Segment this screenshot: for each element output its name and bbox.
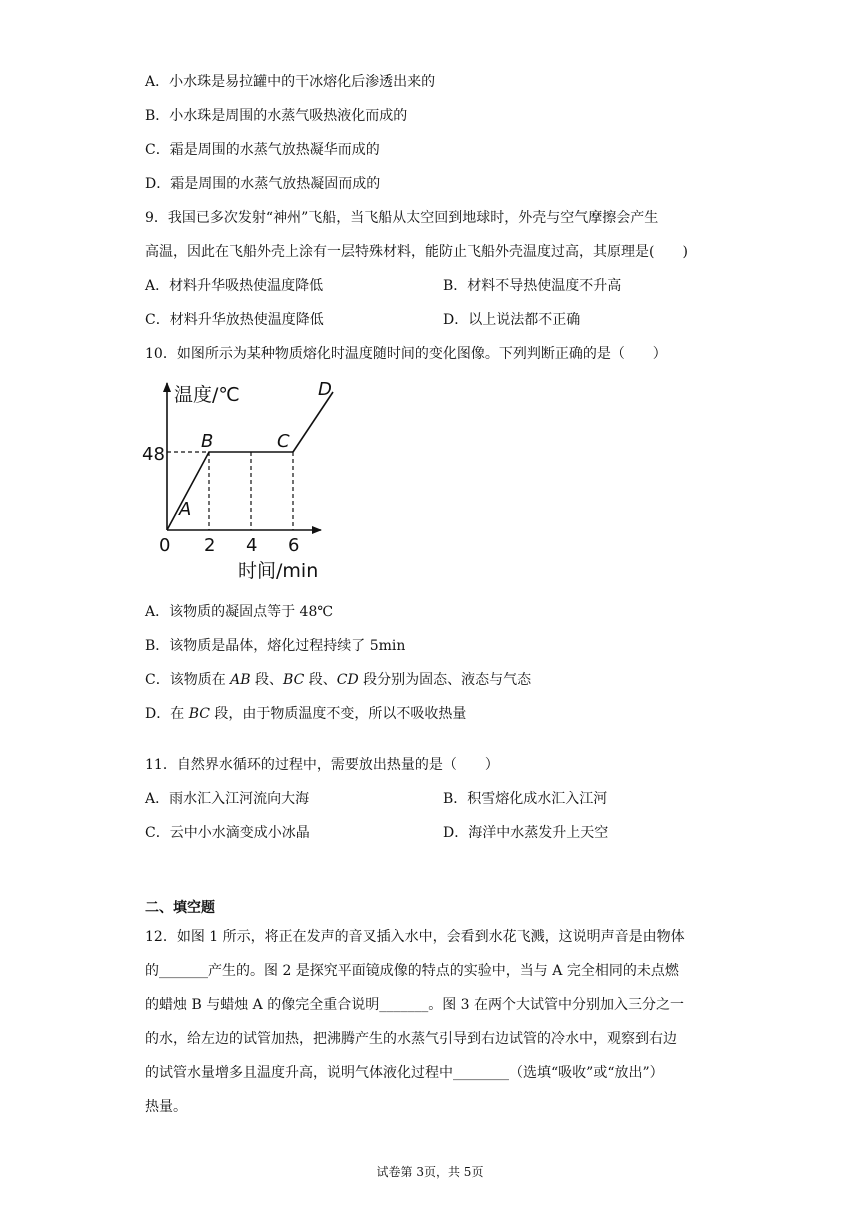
q9-option-d: D．以上说法都不正确 [443,312,581,328]
q12-line3: 的蜡烛 B 与蜡烛 A 的像完全重合说明_______。图 3 在两个大试管中分别加入三分之一 [145,997,685,1013]
x-tick-6: 6 [288,535,300,556]
q10-option-d-prefix: D．在 [145,706,189,722]
q10-option-d-suffix: 段，由于物质温度不变，所以不吸收热量 [209,706,467,722]
q12-line6: 热量。 [145,1099,187,1115]
q8-option-a: A．小水珠是易拉罐中的干冰熔化后渗透出来的 [145,74,436,90]
q11-option-c: C．云中小水滴变成小冰晶 [145,825,310,841]
q10-option-c-suffix: 段分别为固态、液态与气态 [358,672,532,688]
segment-cd-line [293,392,333,452]
melting-graph [135,375,335,585]
q9-stem-line2: 高温，因此在飞船外壳上涂有一层特殊材料，能防止飞船外壳温度过高，其原理是( ) [145,244,688,260]
segment-bc: BC [283,672,305,688]
q12-line5: 的试管水量增多且温度升高，说明气体液化过程中________（选填“吸收”或“放出”） [145,1065,664,1081]
point-label-d: D [318,379,332,400]
q10-option-d [145,704,466,724]
point-label-c: C [277,431,290,452]
q11-option-d: D．海洋中水蒸发升上天空 [443,825,609,841]
q9-option-a: A．材料升华吸热使温度降低 [145,278,324,294]
point-label-b: B [201,431,214,452]
q11-option-b: B．积雪熔化成水汇入江河 [443,791,608,807]
q10-option-c [145,670,531,690]
x-axis-label: 时间/min [238,560,319,582]
x-tick-4: 4 [246,535,258,556]
q11-stem: 11．自然界水循环的过程中，需要放出热量的是（ ） [145,757,499,773]
segment-bc-d: BC [188,706,210,722]
page-footer: 试卷第 3页，共 5页 [376,1165,484,1179]
q12-line1: 12．如图 1 所示，将正在发声的音叉插入水中，会看到水花飞溅，这说明声音是由物体 [145,929,685,945]
q12-line2: 的_______产生的。图 2 是探究平面镜成像的特点的实验中，当与 A 完全相同的未点燃 [145,963,679,979]
point-label-a: A [179,499,192,520]
q9-option-b: B．材料不导热使温度不升高 [443,278,622,294]
segment-ab: AB [230,672,251,688]
q10-option-b: B．该物质是晶体，熔化过程持续了 5min [145,638,406,654]
segment-cd: CD [336,672,359,688]
q10-option-c-mid2: 段、 [304,672,337,688]
q12-line4: 的水，给左边的试管加热，把沸腾产生的水蒸气引导到右边试管的冷水中，观察到右边 [145,1031,677,1047]
section-title: 二、填空题 [145,900,215,916]
q8-option-b: B．小水珠是周围的水蒸气吸热液化而成的 [145,108,408,124]
q11-option-a: A．雨水汇入江河流向大海 [145,791,310,807]
q8-option-d: D．霜是周围的水蒸气放热凝固而成的 [145,176,381,192]
q10-option-c-mid1: 段、 [250,672,284,688]
q10-option-a: A．该物质的凝固点等于 48℃ [145,604,334,620]
q8-option-c: C．霜是周围的水蒸气放热凝华而成的 [145,142,380,158]
q10-option-c-prefix: C．该物质在 [145,672,231,688]
y-tick-48: 48 [142,444,165,465]
x-tick-0: 0 [159,535,171,556]
y-axis-label: 温度/℃ [174,384,240,406]
q10-stem: 10．如图所示为某种物质熔化时温度随时间的变化图像。下列判断正确的是（ ） [145,346,667,362]
q9-option-c: C．材料升华放热使温度降低 [145,312,324,328]
x-tick-2: 2 [204,535,216,556]
q9-stem-line1: 9．我国已多次发射“神州”飞船，当飞船从太空回到地球时，外壳与空气摩擦会产生 [145,210,659,226]
